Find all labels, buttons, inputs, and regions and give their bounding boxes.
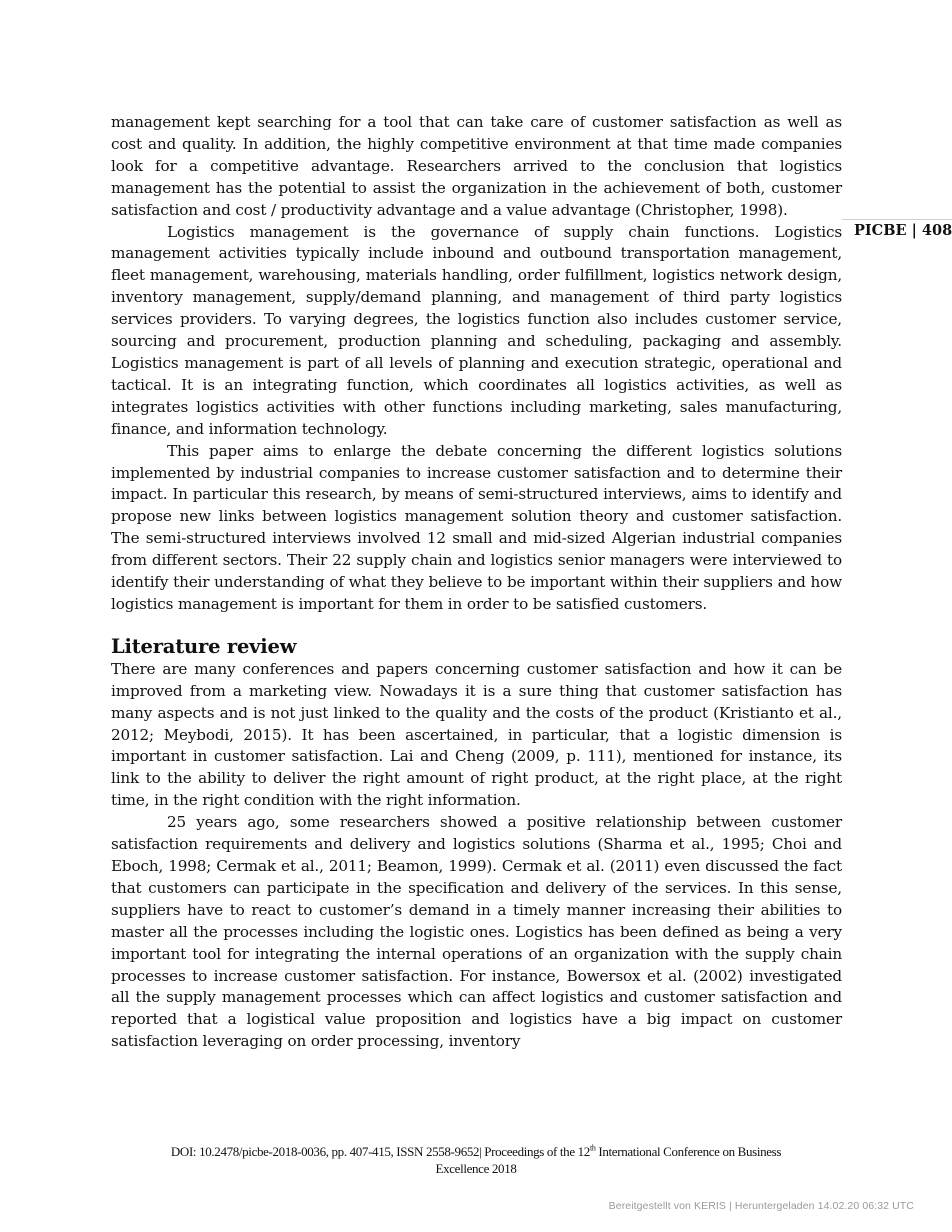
paragraph-2: Logistics management is the governance of supply chain functions. Logistics management activities typically include inbound and outbound transportation management, fleet management, warehousing, materials handling, order fulfillment, logistics network design, inventory management, supply/demand planning, and management of third party logistics services providers. To varying degrees, the logistics function also includes customer service, sourcing and procurement, production planning and scheduling, packaging and assembly. Logistics management is part of all levels of planning and execution strategic, operational and tactical. It is an integrating function, which coordinates all logistics activities, as well as integrates logistics activities with other functions including marketing, sales manufacturing, finance, and information technology. [111, 222, 842, 438]
article-body [111, 112, 842, 1053]
download-watermark: Bereitgestellt von KERIS | Heruntergeladen 14.02.20 06:32 UTC [608, 1200, 914, 1212]
paragraph-3: This paper aims to enlarge the debate concerning the different logistics solutions implemented by industrial companies to increase customer satisfaction and to determine their impact. In particular this research, by means of semi-structured interviews, aims to identify and propose new links between logistics management solution theory and customer satisfaction. The semi-structured interviews involved 12 small and mid-sized Algerian industrial companies from different sectors. Their 22 supply chain and logistics senior managers were interviewed to identify their understanding of what they believe to be important within their suppliers and how logistics management is important for them in order to be satisfied customers. [111, 441, 842, 613]
paragraph-4: There are many conferences and papers concerning customer satisfaction and how it can be improved from a marketing view. Nowadays it is a sure thing that customer satisfaction has many aspects and is not just linked to the quality and the costs of the product (Kristianto et al., 2012; Meybodi, 2015). It has been ascertained, in particular, that a logistic dimension is important in customer satisfaction. Lai and Cheng (2009, p. 111), mentioned for instance, its link to the ability to deliver the right amount of right product, at the right place, at the right time, in the right condition with the right information. [111, 659, 842, 810]
footer-citation: DOI: 10.2478/picbe-2018-0036, pp. 407-415, ISSN 2558-9652| Proceedings of the 12 [170, 1144, 590, 1159]
section-heading: Literature review [111, 634, 297, 658]
page-footer [120, 1143, 832, 1177]
paragraph-1: management kept searching for a tool that can take care of customer satisfaction as well as cost and quality. In addition, the highly competitive environment at that time made companies look for a competitive advantage. Researchers arrived to the conclusion that logistics management has the potential to assist the organization in the achievement of both, customer satisfaction and cost / productivity advantage and a value advantage (Christopher, 1998). [111, 113, 842, 219]
footer-ordinal-superscript: th [589, 1143, 596, 1153]
footer-conference-name: International Conference on Business [595, 1144, 782, 1159]
footer-line-1 [120, 1143, 832, 1160]
paragraph-5: 25 years ago, some researchers showed a positive relationship between customer satisfaction requirements and delivery and logistics solutions (Sharma et al., 1995; Choi and Eboch, 1998; Cermak et al., 2011; Beamon, 1999). Cermak et al. (2011) even discussed the fact that customers can participate in the specification and delivery of the services. In this sense, suppliers have to react to customer’s demand in a timely manner increasing their abilities to master all the processes including the logistic ones. Logistics has been defined as being a very important tool for integrating the internal operations of an organization with the supply chain processes to increase customer satisfaction. For instance, Bowersox et al. (2002) investigated all the supply management processes which can affect logistics and customer satisfaction and reported that a logistical value proposition and logistics have a big impact on customer satisfaction leveraging on order processing, inventory [111, 813, 842, 1051]
footer-line-2: Excellence 2018 [435, 1161, 517, 1176]
page-number-label: PICBE | 408 [854, 222, 952, 239]
